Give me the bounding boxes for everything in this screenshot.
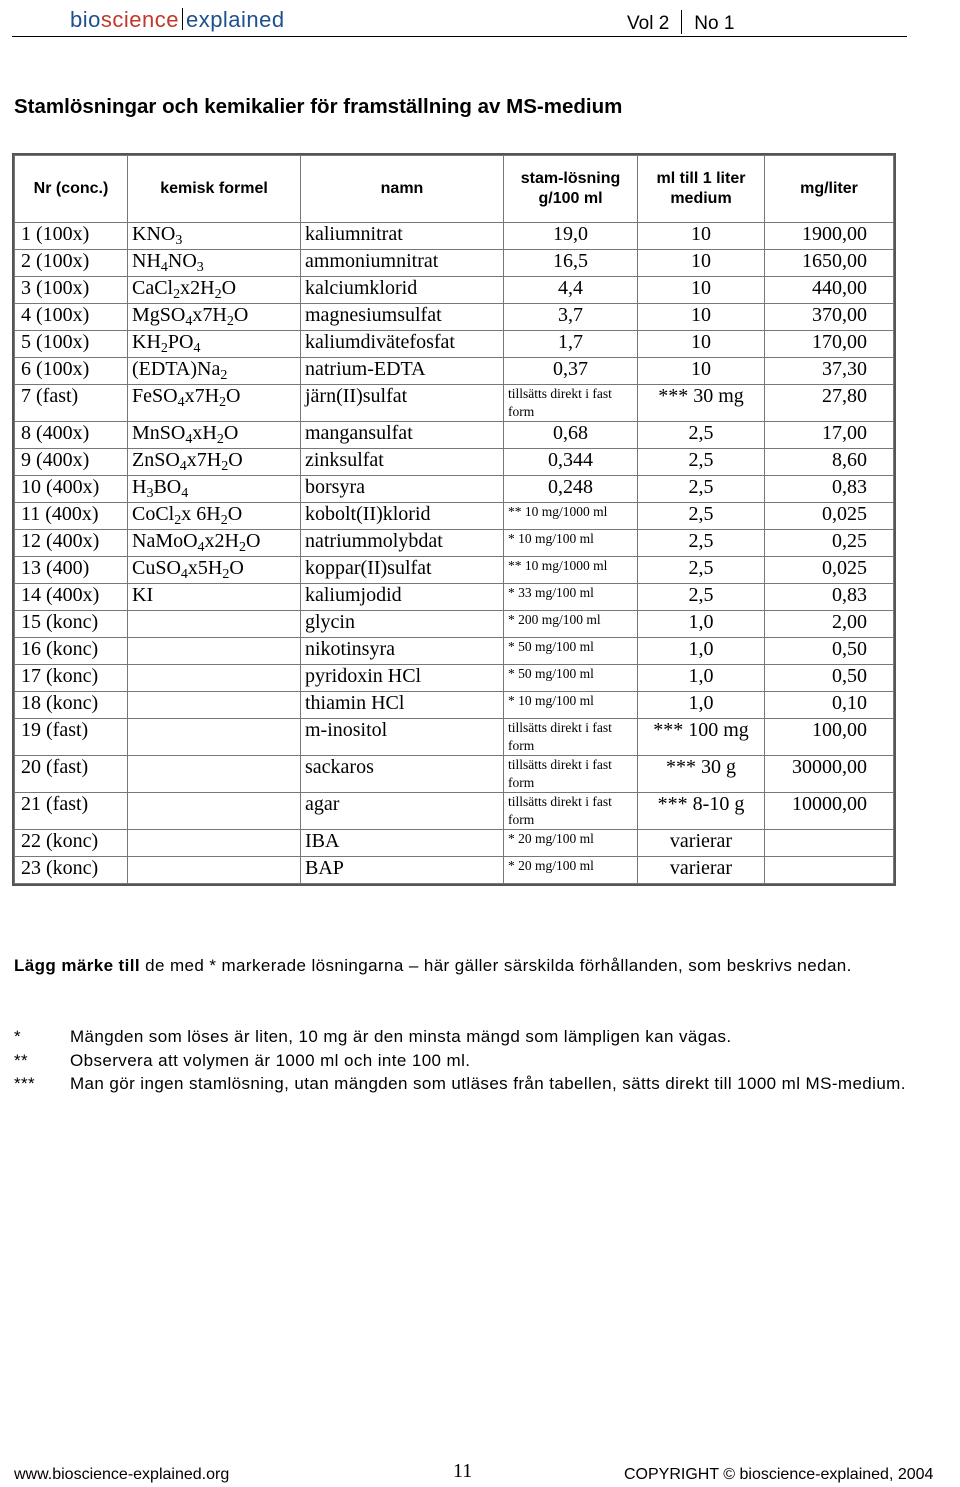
table-row: 16 (konc) nikotinsyra * 50 mg/100 ml 1,0 0,50 xyxy=(15,638,893,664)
table-row: 6 (100x) $(EDTA)Na_2$ natrium-EDTA 0,37 10 37,30 xyxy=(15,358,893,384)
table-row: 19 (fast) m-inositol tillsätts direkt i fast form *** 100 mg 100,00 xyxy=(15,719,893,755)
formula-cell: $CuSO_4x5H_2O$ xyxy=(128,557,300,583)
table-row: 2 (100x) $NH_4NO_3$ ammoniumnitrat 16,5 10 1650,00 xyxy=(15,250,893,276)
formula-cell xyxy=(128,719,300,755)
table-row: 5 (100x) $KH_2PO_4$ kaliumdivätefosfat 1,7 10 170,00 xyxy=(15,331,893,357)
formula-cell: $NaMoO_4x2H_2O$ xyxy=(128,530,300,556)
table-row: 3 (100x) $CaCl_2x2H_2O$ kalciumklorid 4,4 10 440,00 xyxy=(15,277,893,303)
col-header-stam: stam-lösning g/100 ml xyxy=(504,156,637,222)
formula-cell xyxy=(128,756,300,792)
table-row: 13 (400) $CuSO_4x5H_2O$ koppar(II)sulfat ** 10 mg/1000 ml 2,5 0,025 xyxy=(15,557,893,583)
number-label: No 1 xyxy=(694,13,735,34)
table-row: 14 (400x) KI kaliumjodid * 33 mg/100 ml 2,5 0,83 xyxy=(15,584,893,610)
table-row: 15 (konc) glycin * 200 mg/100 ml 1,0 2,00 xyxy=(15,611,893,637)
formula-cell xyxy=(128,857,300,883)
formula-cell: $H_3BO_4$ xyxy=(128,476,300,502)
formula-cell: $KNO_3$ xyxy=(128,223,300,249)
formula-cell: $CaCl_2x2H_2O$ xyxy=(128,277,300,303)
table-row: 22 (konc) IBA * 20 mg/100 ml varierar xyxy=(15,830,893,856)
table-row: 20 (fast) sackaros tillsätts direkt i fast form *** 30 g 30000,00 xyxy=(15,756,893,792)
table-row: 7 (fast) $FeSO_4x7H_2O$ järn(II)sulfat tillsätts direkt i fast form *** 30 mg 27,80 xyxy=(15,385,893,421)
col-header-nr: Nr (conc.) xyxy=(15,156,127,222)
footnote-item: * Mängden som löses är liten, 10 mg är den minsta mängd som lämpligen kan vägas. xyxy=(14,1027,732,1046)
formula-cell xyxy=(128,830,300,856)
table-row: 10 (400x) $H_3BO_4$ borsyra 0,248 2,5 0,83 xyxy=(15,476,893,502)
table-header-row xyxy=(15,156,893,222)
formula-cell: $(EDTA)Na_2$ xyxy=(128,358,300,384)
formula-cell xyxy=(128,692,300,718)
formula-cell xyxy=(128,611,300,637)
formula-cell xyxy=(128,638,300,664)
col-header-ml: ml till 1 liter medium xyxy=(638,156,764,222)
brand-logo: bioscience explained xyxy=(70,7,285,32)
formula-cell: $MnSO_4xH_2O$ xyxy=(128,422,300,448)
page-header xyxy=(12,0,907,37)
volume-label: Vol 2 xyxy=(627,13,670,34)
table-row: 18 (konc) thiamin HCl * 10 mg/100 ml 1,0 0,10 xyxy=(15,692,893,718)
table-row: 4 (100x) $MgSO_4x7H_2O$ magnesiumsulfat 3,7 10 370,00 xyxy=(15,304,893,330)
table-note: Lägg märke till de med * markerade lösningarna – här gäller särskilda förhållanden, som beskrivs nedan. xyxy=(14,956,852,975)
col-header-formel: kemisk formel xyxy=(128,156,300,222)
table-row: 1 (100x) $KNO_3$ kaliumnitrat 19,0 10 1900,00 xyxy=(15,223,893,249)
copyright-notice: COPYRIGHT © bioscience-explained, 2004 xyxy=(624,1466,934,1483)
formula-cell: $FeSO_4x7H_2O$ xyxy=(128,385,300,421)
formula-cell: CoCl$_2$x $6H_2O$ xyxy=(128,503,300,529)
formula-cell: $NH_4NO_3$ xyxy=(128,250,300,276)
page-number: 11 xyxy=(453,1460,473,1482)
ms-medium-table xyxy=(12,153,896,886)
formula-cell: KI xyxy=(128,584,300,610)
formula-cell: $KH_2PO_4$ xyxy=(128,331,300,357)
col-header-namn: namn xyxy=(301,156,503,222)
formula-cell xyxy=(128,793,300,829)
formula-cell xyxy=(128,665,300,691)
col-header-mg: mg/liter xyxy=(765,156,893,222)
table-row: 8 (400x) $MnSO_4xH_2O$ mangansulfat 0,68 2,5 17,00 xyxy=(15,422,893,448)
table-row: 21 (fast) agar tillsätts direkt i fast form *** 8-10 g 10000,00 xyxy=(15,793,893,829)
table-row: 17 (konc) pyridoxin HCl * 50 mg/100 ml 1,0 0,50 xyxy=(15,665,893,691)
footnotes xyxy=(14,1025,914,1096)
table-row: 12 (400x) $NaMoO_4x2H_2O$ natriummolybdat * 10 mg/100 ml 2,5 0,25 xyxy=(15,530,893,556)
footnote-item: *** Man gör ingen stamlösning, utan mängden som utläses från tabellen, sätts direkt till 1000 ml MS-medium. xyxy=(14,1074,906,1093)
footer-url[interactable]: www.bioscience-explained.org xyxy=(14,1466,230,1483)
table-row: 11 (400x) CoCl$_2$x $6H_2O$ kobolt(II)klorid ** 10 mg/1000 ml 2,5 0,025 xyxy=(15,503,893,529)
formula-cell: $MgSO_4x7H_2O$ xyxy=(128,304,300,330)
table-row: 23 (konc) BAP * 20 mg/100 ml varierar xyxy=(15,857,893,883)
table-row: 9 (400x) $ZnSO_4x7H_2O$ zinksulfat 0,344 2,5 8,60 xyxy=(15,449,893,475)
page-title: Stamlösningar och kemikalier för framställning av MS-medium xyxy=(14,95,623,118)
issue-info xyxy=(627,10,734,35)
formula-cell: $ZnSO_4x7H_2O$ xyxy=(128,449,300,475)
footnote-item: ** Observera att volymen är 1000 ml och inte 100 ml. xyxy=(14,1050,471,1070)
